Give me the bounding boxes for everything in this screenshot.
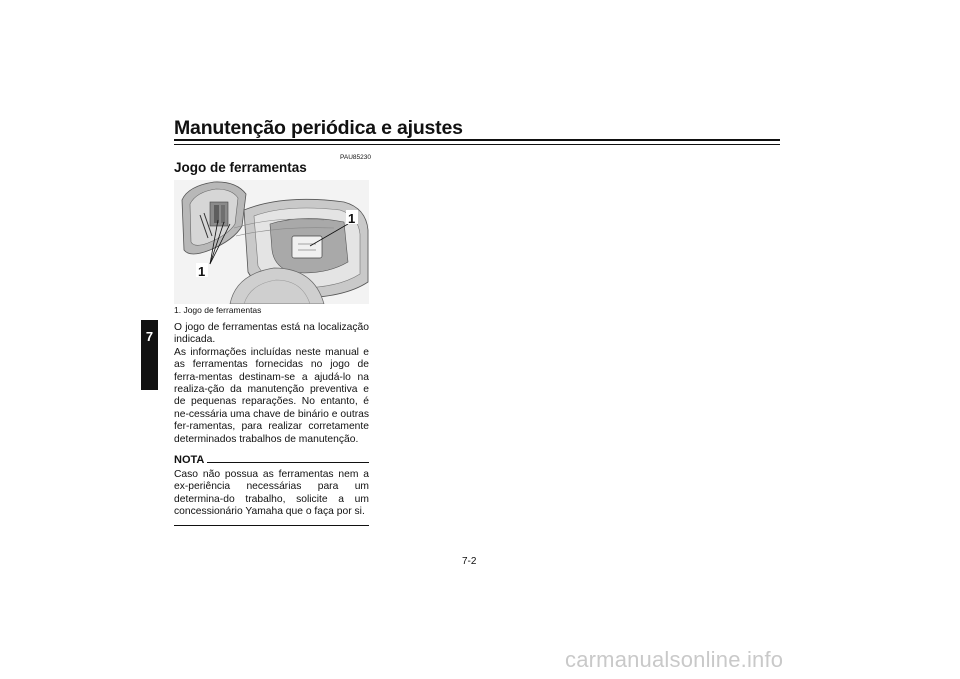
chapter-tab bbox=[141, 320, 158, 390]
body-text bbox=[174, 322, 369, 446]
chapter-title: Manutenção periódica e ajustes bbox=[174, 117, 463, 139]
tool-kit-illustration bbox=[174, 180, 369, 304]
note-block bbox=[174, 453, 369, 519]
note-text: Caso não possua as ferramentas nem a ex-periência necessárias para um determina-do trabalho, solicite a um concessionário Yamaha que o faça por si. bbox=[174, 469, 369, 518]
note-end-rule bbox=[174, 525, 369, 526]
note-label: NOTA bbox=[174, 454, 205, 466]
document-code: PAU85230 bbox=[340, 154, 371, 161]
chapter-tab-number: 7 bbox=[145, 329, 154, 344]
note-header bbox=[174, 453, 369, 467]
header-rule-thin bbox=[174, 144, 780, 145]
note-rule bbox=[207, 462, 369, 463]
body-paragraph: O jogo de ferramentas está na localização indicada. bbox=[174, 322, 369, 346]
page-number: 7-2 bbox=[462, 556, 477, 567]
body-paragraph: As informações incluídas neste manual e as ferramentas fornecidas no jogo de ferra-mentas destinam-se a ajudá-lo na realiza-ção da manutenção preventiva e de pequenas reparações. No entanto, é ne-cessária uma chave de binário e outras fer-ramentas, para realizar corretamente determinados trabalhos de manutenção. bbox=[174, 346, 369, 445]
callout-left: 1 bbox=[198, 264, 206, 279]
callout-right: 1 bbox=[348, 211, 356, 226]
header-rule bbox=[174, 139, 780, 141]
figure-caption: 1. Jogo de ferramentas bbox=[174, 305, 262, 315]
watermark: carmanualsonline.info bbox=[565, 647, 784, 672]
section-title: Jogo de ferramentas bbox=[174, 160, 307, 175]
